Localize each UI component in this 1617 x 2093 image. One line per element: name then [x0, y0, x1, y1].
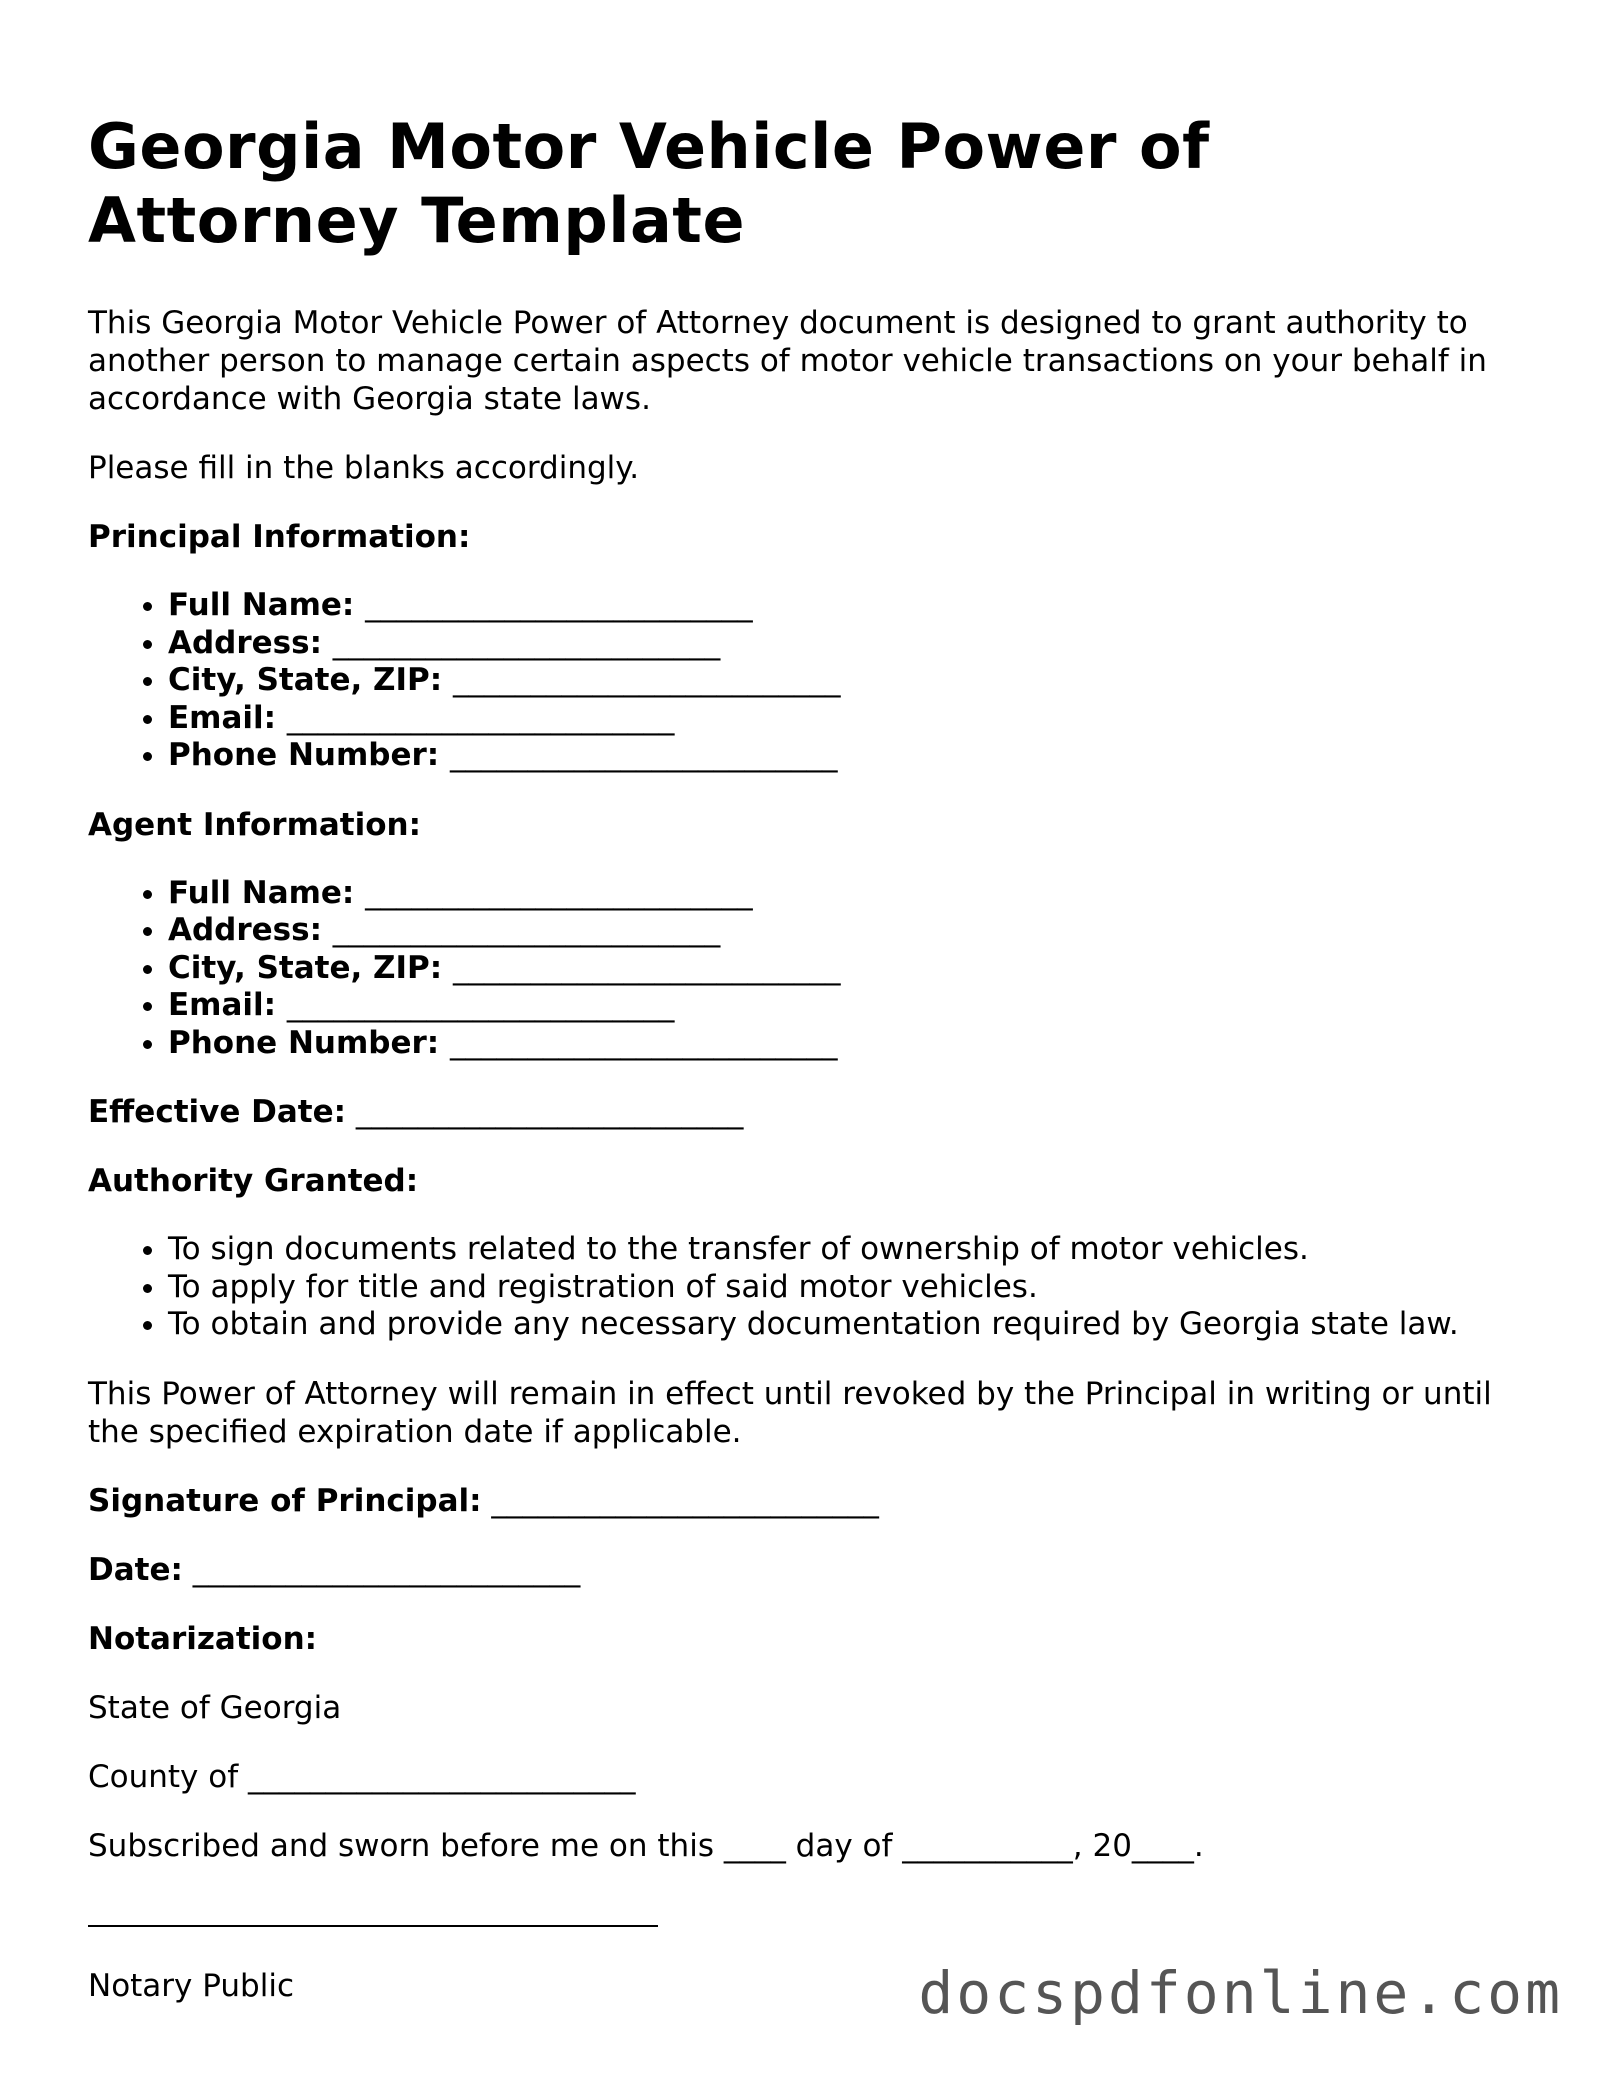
- validity-paragraph: This Power of Attorney will remain in effect until revoked by the Principal in writing or until the specified expiration date if applicable.: [88, 1375, 1492, 1450]
- authority-item: • To obtain and provide any necessary documentation required by Georgia state law.: [168, 1306, 1528, 1344]
- agent-email-field[interactable]: • Email: _________________________: [168, 987, 1528, 1025]
- authority-item: • To sign documents related to the transfer of ownership of motor vehicles.: [168, 1231, 1528, 1269]
- document-page: [88, 110, 1528, 2036]
- effective-date-field[interactable]: Effective Date: _________________________: [88, 1094, 744, 1130]
- principal-heading: Principal Information:: [88, 519, 471, 555]
- instruction-text: Please fill in the blanks accordingly.: [88, 450, 640, 486]
- principal-fields-list: [88, 587, 1528, 775]
- principal-city-state-zip-field[interactable]: • City, State, ZIP: _________________________: [168, 662, 1528, 700]
- notary-sworn-statement[interactable]: Subscribed and sworn before me on this ____ day of ___________, 20____.: [88, 1827, 1204, 1864]
- notary-public-label: Notary Public: [88, 1967, 294, 2004]
- authority-list: [88, 1231, 1528, 1344]
- agent-fields-list: [88, 875, 1528, 1063]
- notary-signature-line[interactable]: [88, 1925, 658, 1927]
- authority-heading: Authority Granted:: [88, 1163, 419, 1199]
- agent-heading: Agent Information:: [88, 806, 421, 843]
- intro-paragraph: This Georgia Motor Vehicle Power of Attorney document is designed to grant authority to another person to manage certain aspects of motor vehicle transactions on your behalf in accordance with Georgia state laws.: [88, 305, 1487, 417]
- principal-phone-field[interactable]: • Phone Number: _________________________: [168, 737, 1528, 775]
- signature-date-field[interactable]: Date: _________________________: [88, 1551, 581, 1588]
- agent-address-field[interactable]: • Address: _________________________: [168, 912, 1528, 950]
- watermark: docspdfonline.com: [918, 1959, 1563, 2027]
- agent-phone-field[interactable]: • Phone Number: _________________________: [168, 1025, 1528, 1063]
- principal-signature-field[interactable]: Signature of Principal: _________________________: [88, 1482, 879, 1519]
- agent-full-name-field[interactable]: • Full Name: _________________________: [168, 875, 1528, 913]
- authority-item: • To apply for title and registration of said motor vehicles.: [168, 1269, 1528, 1307]
- agent-city-state-zip-field[interactable]: • City, State, ZIP: _________________________: [168, 950, 1528, 988]
- notarization-heading: Notarization:: [88, 1620, 318, 1657]
- principal-full-name-field[interactable]: • Full Name: _________________________: [168, 587, 1528, 625]
- notary-state: State of Georgia: [88, 1689, 342, 1726]
- document-title: Georgia Motor Vehicle Power of Attorney Template: [88, 110, 1210, 257]
- principal-address-field[interactable]: • Address: _________________________: [168, 625, 1528, 663]
- principal-email-field[interactable]: • Email: _________________________: [168, 700, 1528, 738]
- notary-county-field[interactable]: County of _________________________: [88, 1758, 636, 1795]
